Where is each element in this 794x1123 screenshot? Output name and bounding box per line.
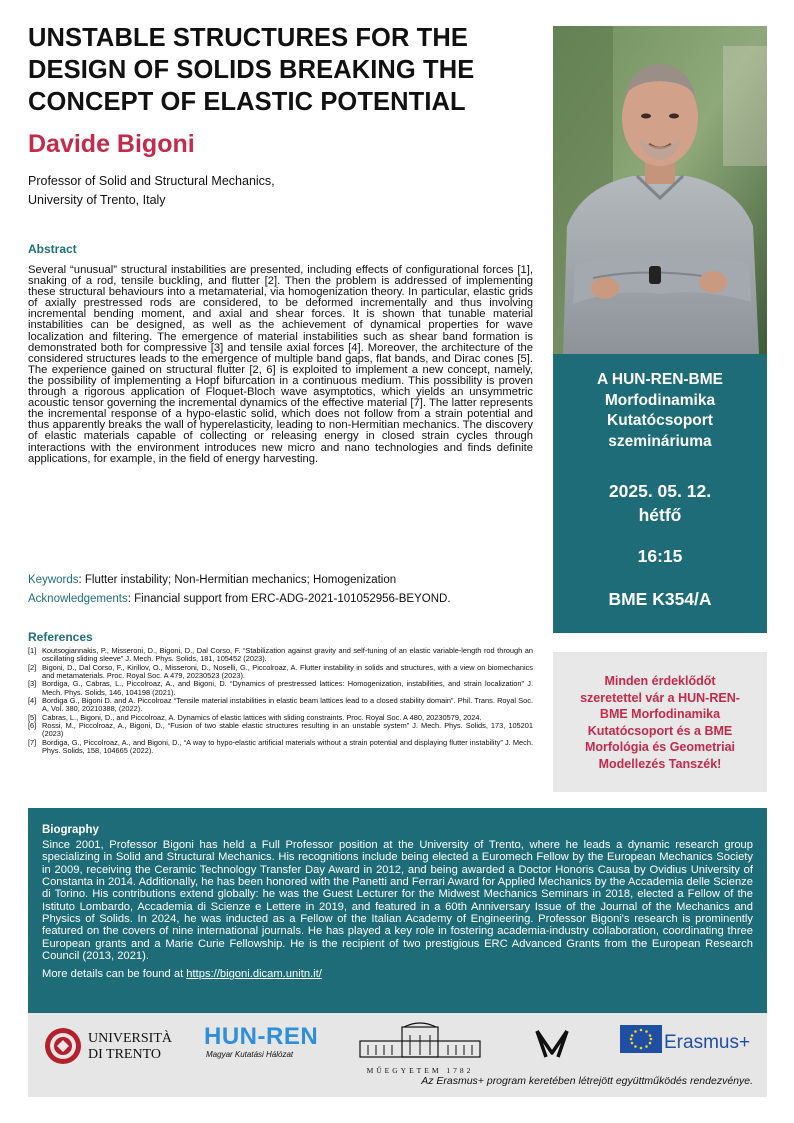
affiliation-line-2: University of Trento, Italy (28, 193, 166, 207)
affiliation-line-1: Professor of Solid and Structural Mechanics, (28, 174, 275, 188)
reference-text: Bigoni, D., Dal Corso, F., Kirillov, O., Misseroni, D., Noselli, G., Piccolroaz, A. Flutter instability in solids and structures, with a view on biomechanics and metamaterials. Proc. Royal Soc. A 479, 20230523 (2023). (42, 662, 533, 681)
abstract-text: Several “unusual” structural instabilities are presented, including effects of configurational forces [1], snaking of a rod, tensile buckling, and flutter [2]. Then the problem is addressed of implementing these structural behaviours into a metamaterial, via homogenization theory. In particular, elastic grids of axially prestressed rods are considered, to be deformed incrementally and thus involving incremental bending moment, and axial and shear forces. It is shown that tunable material instabilities can be designed, as well as the achievement of dynamical properties for wave localization and filtering. The emergence of material instabilities such as shear band formation is demonstrated both for compressive [3] and tensile axial forces [4]. Moreover, the architecture of the considered structures leads to the emergence of multiple band gaps, flat bands, and Dirac cones [5]. The experience gained on structural flutter [2, 6] is exploited to implement a new concept, namely, the possibility of implementing a Hopf bifurcation in a continuous medium. This possibility is proven through a rigorous application of Floquet-Bloch wave asymptotics, which yields an unsymmetric acoustic tensor governing the incremental dynamics of the effective material [7]. The latter represents the incremental response of a hypo-elastic solid, which does not follow from a strain potential and thus apparently breaks the wall of hyperelasticity, leading to non-Hermitian mechanics. The discovery of elastic materials capable of collecting or releasing energy in closed strain cycles through interactions with the environment introduces new micro and nano technologies and finds definite applications, for example, in the field of energy harvesting. (28, 264, 533, 465)
bigoni-website-link[interactable]: https://bigoni.dicam.unitn.it/ (186, 968, 322, 981)
reference-item (28, 739, 533, 756)
invitation-text (563, 673, 757, 773)
speaker-affiliation (28, 172, 275, 210)
invitation-line-5: Morfológia és Geometriai (584, 740, 736, 755)
invitation-line-6: Modellezés Tanszék! (598, 756, 722, 771)
biography-box (28, 808, 767, 1013)
title-line-1: UNSTABLE STRUCTURES FOR THE (28, 24, 468, 52)
reference-item (28, 664, 533, 681)
abstract-heading: Abstract (28, 242, 77, 256)
reference-number: [3] (28, 679, 37, 689)
reference-number: [2] (28, 662, 37, 672)
reference-text: Koutsogiannakis, P., Misseroni, D., Bigoni, D., Dal Corso, F. “Stabilization against gravity and self-tuning of an elastic variable-length rod through an oscillating sliding sleeve” J. Mech. Phys. Solids, 181, 105452 (2023). (42, 646, 533, 664)
event-room: BME K354/A (608, 589, 712, 609)
organizer-line-1: A HUN-REN-BME (597, 371, 723, 388)
hun-ren-wordmark: HUN-REN (204, 1023, 319, 1050)
title-line-3: CONCEPT OF ELASTIC POTENTIAL (28, 88, 466, 116)
more-details-label: More details can be found at (42, 968, 187, 981)
references-list (28, 647, 533, 755)
reference-text: Rossi, M., Piccolroaz, A., Bigoni, D., “Fusion of two stable elastic structures resulting in an unstable system” J. Mech. Phys. Solids, 173, 105201 (2023) (42, 721, 533, 739)
trento-name-line-1: UNIVERSITÀ (88, 1031, 172, 1046)
event-info-box (553, 354, 767, 633)
eu-flag-icon (620, 1025, 662, 1053)
trento-seal-icon (44, 1027, 82, 1065)
event-time: 16:15 (637, 546, 683, 566)
organizer-line-2: Morfodinamika (604, 391, 716, 409)
bme-building-icon (358, 1021, 482, 1059)
hun-ren-subtitle: Magyar Kutatási Hálózat (206, 1050, 294, 1059)
reference-text: Cabras, L., Bigoni, D., and Piccolroaz, A. Dynamics of elastic lattices with sliding constraints. Proc. Royal Soc. A 480, 20230579, 2024. (42, 712, 482, 722)
reference-number: [5] (28, 712, 37, 722)
m-mark-icon (534, 1027, 570, 1061)
title-line-2: DESIGN OF SOLIDS BREAKING THE (28, 56, 475, 84)
keywords-label: Keywords (28, 574, 79, 586)
speaker-name: Davide Bigoni (28, 130, 195, 158)
organizer-line-4: szemináriuma (608, 432, 712, 450)
event-date-block (553, 479, 767, 527)
speaker-portrait-illustration (553, 26, 767, 354)
reference-text: Bordiga, G., Cabras, L., Piccolroaz, A., and Bigoni, D. “Dynamics of prestressed lattices: Homogenization, instabilities, and strain localization” J. Mech. Phys. Solids, 146, 104198 (2021). (42, 679, 533, 697)
keywords-text: : Flutter instability; Non-Hermitian mechanics; Homogenization (78, 574, 397, 586)
reference-text: Bordiga G., Bigoni D. and A. Piccolroaz “Tensile material instabilities in elastic beam lattices lead to a closed stability domain”. Phil. Trans. Royal Soc. A, Vol. 380, 20210388, (2022). (42, 696, 533, 714)
bme-logo (358, 1021, 482, 1073)
reference-item (28, 647, 533, 664)
speaker-photo (553, 26, 767, 354)
references-heading: References (28, 630, 93, 644)
event-date: 2025. 05. 12. (608, 481, 712, 501)
erasmus-wordmark: Erasmus+ (664, 1032, 751, 1053)
reference-number: [1] (28, 646, 37, 655)
university-of-trento-logo (44, 1027, 174, 1067)
trento-name-line-2: DI TRENTO (88, 1047, 161, 1062)
acknowledgements-text: : Financial support from ERC-ADG-2021-101052956-BEYOND. (127, 593, 451, 605)
reference-item (28, 697, 533, 714)
reference-number: [6] (28, 721, 37, 731)
reference-item (28, 680, 533, 697)
invitation-line-3: BME Morfodinamika (599, 707, 721, 722)
morfodinamika-logo (534, 1027, 570, 1061)
event-weekday: hétfő (638, 505, 682, 525)
poster-title (28, 22, 533, 118)
invitation-line-1: Minden érdeklődőt (604, 674, 716, 688)
erasmus-plus-logo (620, 1025, 760, 1065)
reference-number: [4] (28, 696, 37, 706)
invitation-line-4: Kutatócsoport és a BME (587, 723, 733, 738)
reference-number: [7] (28, 737, 37, 747)
acknowledgements-line (28, 592, 451, 606)
hun-ren-logo (204, 1023, 334, 1067)
biography-heading: Biography (42, 824, 99, 836)
invitation-box (553, 652, 767, 792)
organizer-line-3: Kutatócsoport (607, 412, 713, 429)
invitation-line-2: szeretettel vár a HUN-REN- (580, 690, 740, 705)
bme-caption: MŰEGYETEM 1782 (366, 1066, 474, 1075)
reference-text: Bordiga, G., Piccolroaz, A., and Bigoni, D., “A way to hypo-elastic artificial materials without a strain potential and displaying flutter instability” J. Mech. Phys. Solids, 158, 104665 (2022). (42, 737, 533, 756)
acknowledgements-label: Acknowledgements (28, 593, 128, 605)
logos-strip (28, 1013, 767, 1097)
seminar-organizer (553, 370, 767, 452)
keywords-line (28, 573, 396, 587)
erasmus-footnote: Az Erasmus+ program keretében létrejött együttműködés rendezvénye. (421, 1075, 753, 1087)
biography-more (42, 968, 753, 980)
biography-text: Since 2001, Professor Bigoni has held a Full Professor position at the University of Trento, where he leads a dynamic research group specializing in Solid and Structural Mechanics. His recognitions include being elected a Euromech Fellow by the European Mechanics Society in 2009, receiving the Ceramic Technology Transfer Day Award in 2012, and being awarded a Doctor Honoris Causa by Ovidius University of Constanta in 2014. Additionally, he has been honored with the Panetti and Ferrari Award for Applied Mechanics by the Accademia delle Scienze di Torino. His contributions extend globally: he was the Guest Lecturer for the Midwest Mechanics Seminars in 2018, elected a Fellow of the Istituto Lombardo, Accademia di Scienze e Lettere in 2019, and featured in a 60th Anniversary Issue of the Journal of the Mechanics and Physics of Solids. In 2024, he was inducted as a Fellow of the Italian Academy of Engineering. Professor Bigoni's research is prominently featured on the covers of nine international journals. He has played a key role in fostering academia-industry collaboration, coordinating three European grants and a Marie Curie Fellowship. He is the recipient of two prestigious ERC Advanced Grants from the European Research Council (2013, 2021). (42, 839, 753, 963)
reference-item (28, 722, 533, 739)
